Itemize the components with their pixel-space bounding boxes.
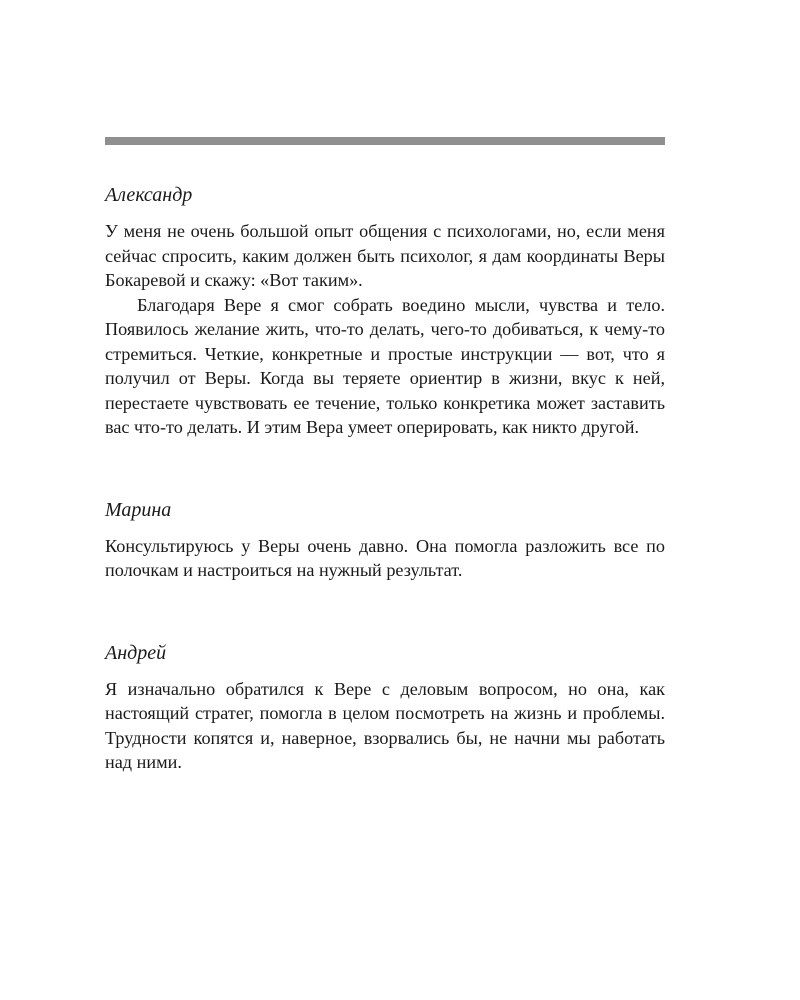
- testimonial-author: Александр: [105, 184, 193, 206]
- testimonial-andrey: [105, 641, 665, 775]
- testimonial-paragraph: Консультируюсь у Веры очень давно. Она помогла разложить все по полочкам и настроиться на нужный результат.: [105, 535, 665, 580]
- top-rule: [105, 137, 665, 145]
- testimonial-paragraph: Я изначально обратился к Вере с деловым вопросом, но она, как настоящий стратег, помогла в целом посмотреть на жизнь и проблемы. Трудности копятся и, наверное, взорвались бы, не начни мы работать над ними.: [105, 678, 665, 772]
- testimonial-paragraph: У меня не очень большой опыт общения с психологами, но, если меня сейчас спросить, каким должен быть психолог, я дам координаты Веры Бокаревой и скажу: «Вот таким».: [105, 221, 665, 290]
- page-content: [105, 183, 665, 775]
- testimonial-paragraph: Благодаря Вере я смог собрать воедино мысли, чувства и тело. Появилось желание жить, что-то делать, чего-то добиваться, к чему-то стремиться. Четкие, конкретные и простые инструкции — вот, что я получил от Веры. Когда вы теряете ориентир в жизни, вкус к ней, перестаете чувствовать ее течение, только конкретика может заставить вас что-то делать. И этим Вера умеет оперировать, как никто другой.: [105, 294, 665, 437]
- testimonial-author: Марина: [105, 498, 172, 521]
- testimonial-author: Андрей: [105, 641, 167, 664]
- testimonial-aleksandr: [105, 183, 665, 440]
- testimonial-marina: [105, 498, 665, 583]
